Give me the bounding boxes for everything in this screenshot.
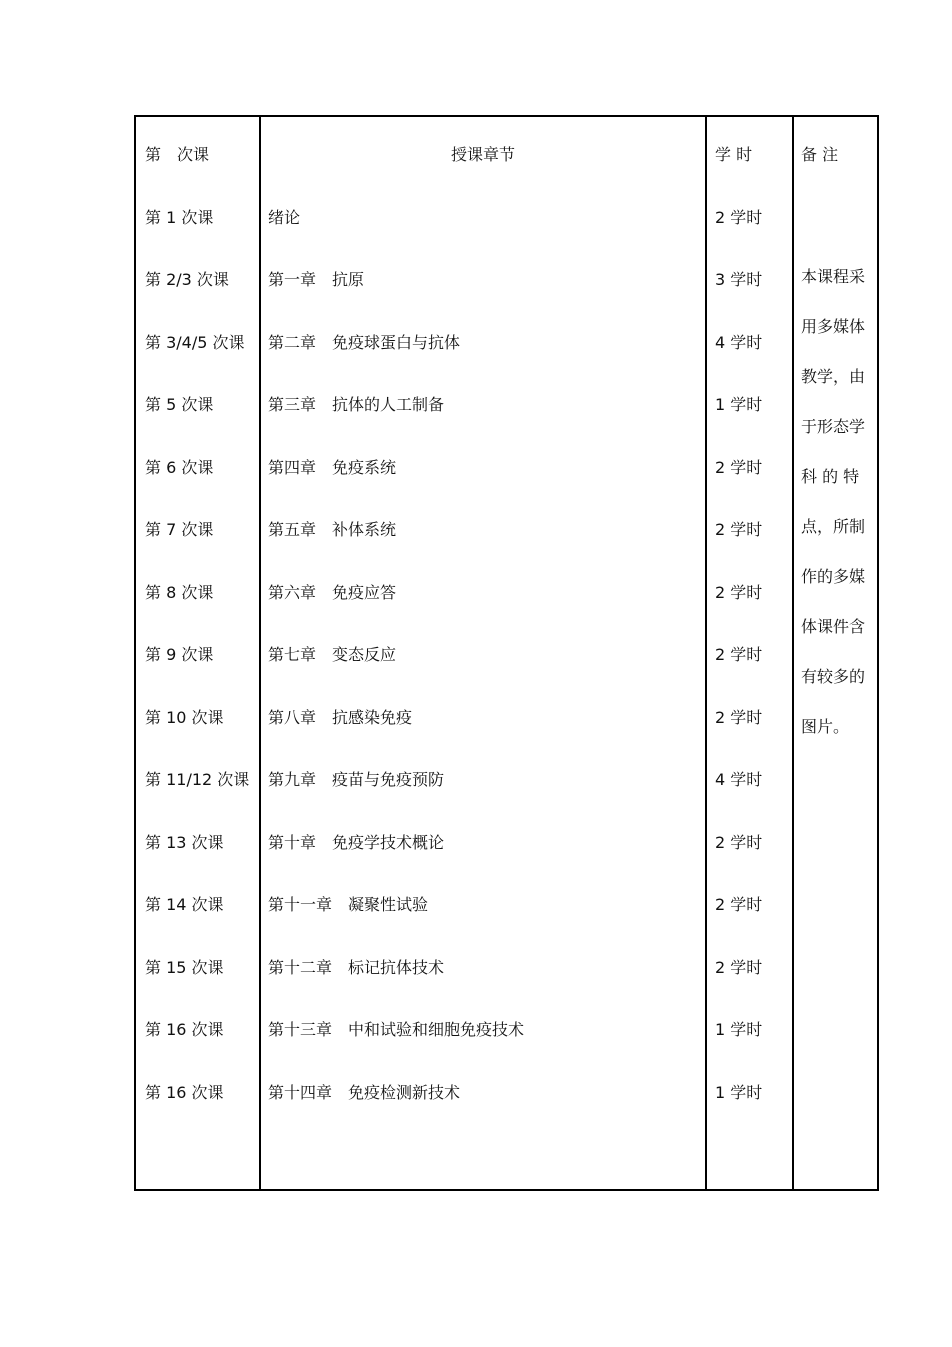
lesson-cell: 第 3/4/5 次课 xyxy=(145,333,245,352)
table-row xyxy=(136,828,877,858)
hours-cell: 1 学时 xyxy=(715,395,763,414)
lesson-cell: 第 15 次课 xyxy=(145,958,224,977)
lesson-cell: 第 10 次课 xyxy=(145,708,224,727)
header-chapter: 授课章节 xyxy=(450,145,515,164)
header-note: 备 注 xyxy=(801,145,839,164)
hours-cell: 2 学时 xyxy=(715,645,763,664)
table-row xyxy=(136,578,877,608)
header-lesson: 第 次课 xyxy=(145,145,210,164)
lesson-cell: 第 9 次课 xyxy=(145,645,214,664)
header-hours: 学 时 xyxy=(715,145,753,164)
lesson-cell: 第 16 次课 xyxy=(145,1020,224,1039)
table-row xyxy=(136,953,877,983)
lesson-cell: 第 1 次课 xyxy=(145,208,214,227)
lesson-cell: 第 11/12 次课 xyxy=(145,770,250,789)
hours-cell: 3 学时 xyxy=(715,270,763,289)
chapter-cell: 第四章 免疫系统 xyxy=(268,458,397,477)
remarks-line: 本课程采 xyxy=(801,267,866,286)
table-row xyxy=(136,203,877,233)
lesson-cell: 第 6 次课 xyxy=(145,458,214,477)
hours-cell: 2 学时 xyxy=(715,458,763,477)
chapter-cell: 第十三章 中和试验和细胞免疫技术 xyxy=(268,1020,525,1039)
remarks-line: 点，所制 xyxy=(801,517,866,536)
chapter-cell: 第二章 免疫球蛋白与抗体 xyxy=(268,333,461,352)
chapter-cell: 第九章 疫苗与免疫预防 xyxy=(268,770,445,789)
chapter-cell: 第十二章 标记抗体技术 xyxy=(268,958,445,977)
remarks-text xyxy=(801,262,877,762)
chapter-cell: 第三章 抗体的人工制备 xyxy=(268,395,445,414)
lesson-cell: 第 2/3 次课 xyxy=(145,270,229,289)
table-row xyxy=(136,890,877,920)
lesson-cell: 第 16 次课 xyxy=(145,1083,224,1102)
chapter-cell: 第五章 补体系统 xyxy=(268,520,397,539)
table-row xyxy=(136,515,877,545)
chapter-cell: 第一章 抗原 xyxy=(268,270,365,289)
chapter-cell: 第十四章 免疫检测新技术 xyxy=(268,1083,461,1102)
chapter-cell: 第六章 免疫应答 xyxy=(268,583,397,602)
table-row xyxy=(136,265,877,295)
lesson-cell: 第 8 次课 xyxy=(145,583,214,602)
hours-cell: 2 学时 xyxy=(715,895,763,914)
chapter-cell: 第七章 变态反应 xyxy=(268,645,397,664)
table-header-row xyxy=(136,140,877,170)
chapter-cell: 绪论 xyxy=(268,208,301,227)
table-row xyxy=(136,1078,877,1108)
lesson-cell: 第 14 次课 xyxy=(145,895,224,914)
course-schedule-table xyxy=(134,115,879,1191)
remarks-line: 科 的 特 xyxy=(801,467,860,486)
remarks-line: 教学，由 xyxy=(801,367,866,386)
table-row xyxy=(136,765,877,795)
table-row xyxy=(136,328,877,358)
lesson-cell: 第 5 次课 xyxy=(145,395,214,414)
hours-cell: 2 学时 xyxy=(715,958,763,977)
table-row xyxy=(136,1015,877,1045)
hours-cell: 4 学时 xyxy=(715,333,763,352)
hours-cell: 2 学时 xyxy=(715,583,763,602)
hours-cell: 2 学时 xyxy=(715,520,763,539)
hours-cell: 1 学时 xyxy=(715,1020,763,1039)
table-row xyxy=(136,640,877,670)
hours-cell: 4 学时 xyxy=(715,770,763,789)
table-row xyxy=(136,703,877,733)
chapter-cell: 第十章 免疫学技术概论 xyxy=(268,833,445,852)
hours-cell: 1 学时 xyxy=(715,1083,763,1102)
hours-cell: 2 学时 xyxy=(715,833,763,852)
remarks-line: 有较多的 xyxy=(801,667,866,686)
table-row xyxy=(136,453,877,483)
lesson-cell: 第 7 次课 xyxy=(145,520,214,539)
remarks-line: 作的多媒 xyxy=(801,567,866,586)
remarks-line: 于形态学 xyxy=(801,417,866,436)
hours-cell: 2 学时 xyxy=(715,208,763,227)
chapter-cell: 第十一章 凝聚性试验 xyxy=(268,895,429,914)
lesson-cell: 第 13 次课 xyxy=(145,833,224,852)
chapter-cell: 第八章 抗感染免疫 xyxy=(268,708,413,727)
hours-cell: 2 学时 xyxy=(715,708,763,727)
remarks-line: 用多媒体 xyxy=(801,317,866,336)
table-row xyxy=(136,390,877,420)
remarks-line: 体课件含 xyxy=(801,617,866,636)
remarks-line: 图片。 xyxy=(801,717,850,736)
